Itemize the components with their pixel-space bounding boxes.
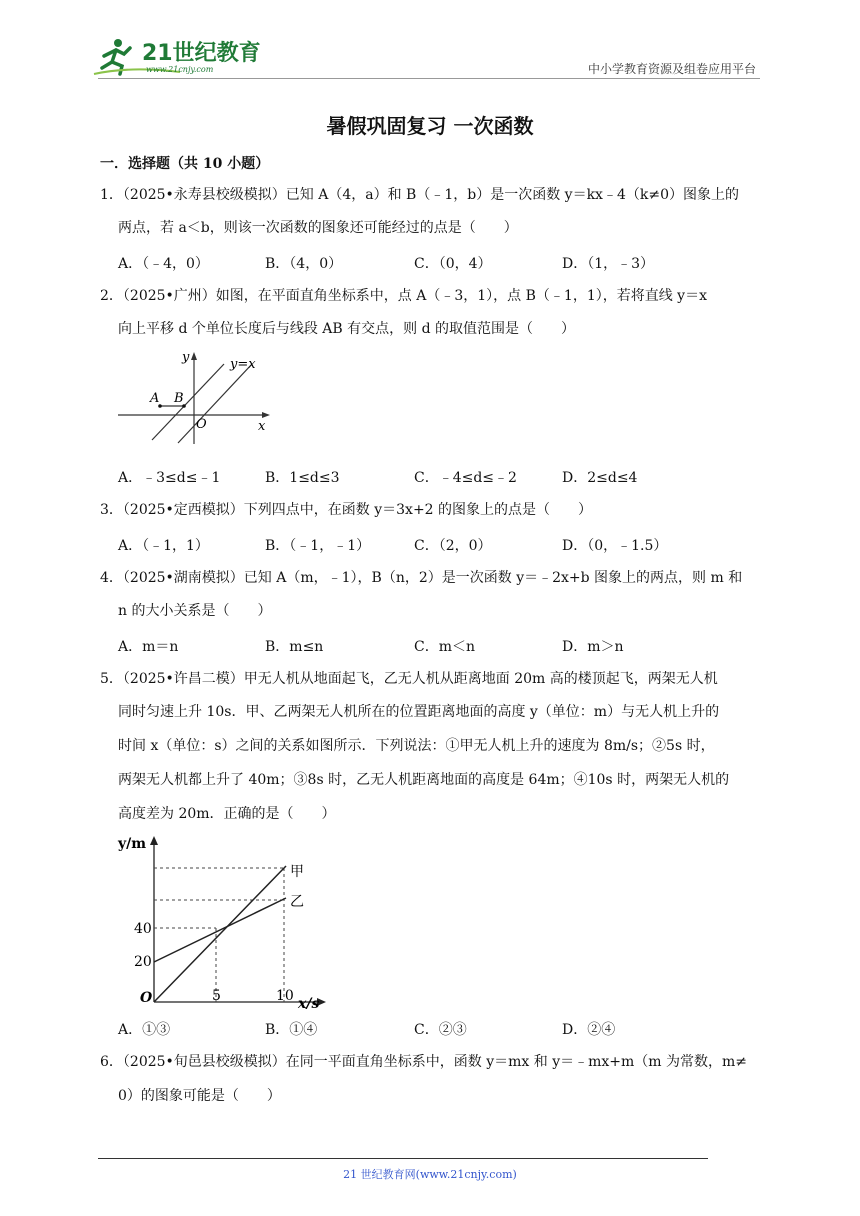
question-5-line-3: 时间 x（单位：s）之间的关系如图所示．下列说法：①甲无人机上升的速度为 8m/s；②5s 时， (118, 738, 715, 754)
question-1-line-2: 两点，若 a＜b，则该一次函数的图象还可能经过的点是（ ） (118, 220, 518, 236)
label-x: x (258, 419, 266, 434)
line-y-eq-x (178, 364, 252, 443)
question-6-line-2: 0）的图象可能是（ ） (118, 1088, 281, 1104)
question-2-option-c: C．﹣4≤d≤﹣2 (414, 470, 517, 486)
question-6-line-1: 6．（2025•旬邑县校级模拟）在同一平面直角坐标系中，函数 y＝mx 和 y＝﹣mx+m（m 为常数，m≠ (100, 1054, 748, 1070)
question-5-option-c: C．②③ (414, 1022, 467, 1038)
question-1-option-c: C．（0，4） (414, 256, 492, 272)
header-divider (98, 78, 760, 79)
question-5-line-4: 两架无人机都上升了 40m；③8s 时，乙无人机距离地面的高度是 64m；④10s 时，两架无人机的 (118, 772, 730, 788)
label-b: B (174, 391, 184, 406)
shifted-line (152, 364, 224, 440)
y-tick-20: 20 (134, 954, 152, 970)
question-1-option-d: D．（1，﹣3） (562, 256, 655, 272)
x-tick-10: 10 (276, 988, 294, 1004)
header-platform-text: 中小学教育资源及组卷应用平台 (587, 62, 756, 76)
question-3-option-a: A．（﹣1，1） (118, 538, 209, 554)
y-axis-arrow-icon (191, 352, 197, 360)
question-3-option-d: D．（0，﹣1.5） (562, 538, 668, 554)
question-5-option-b: B．①④ (265, 1022, 318, 1038)
question-4-line-2: n 的大小关系是（ ） (118, 603, 272, 619)
question-3-option-b: B．（﹣1，﹣1） (265, 538, 371, 554)
label-origin: O (196, 417, 207, 432)
x-tick-5: 5 (212, 988, 221, 1004)
y-axis-label: y/m (118, 836, 147, 852)
question-3-option-c: C．（2，0） (414, 538, 492, 554)
question-2-line-2: 向上平移 d 个单位长度后与线段 AB 有交点，则 d 的取值范围是（ ） (118, 321, 576, 337)
question-4-option-d: D．m＞n (562, 639, 624, 655)
question-4-option-c: C．m＜n (414, 639, 476, 655)
page-title: 暑假巩固复习 一次函数 (326, 114, 534, 138)
site-logo (90, 34, 265, 82)
x-axis-label: x/s (298, 996, 320, 1010)
y-tick-40: 40 (134, 921, 152, 937)
question-2-option-a: A．﹣3≤d≤﹣1 (118, 470, 221, 486)
y-axis-arrow-icon (150, 836, 158, 845)
label-a: A (150, 391, 160, 406)
question-4-option-a: A．m＝n (118, 639, 179, 655)
section-heading: 一．选择题（共 10 小题） (100, 156, 270, 172)
question-5-figure (114, 830, 334, 1014)
question-4-option-b: B．m≤n (265, 639, 324, 655)
footer-divider (98, 1158, 708, 1159)
question-4-line-1: 4．（2025•湖南模拟）已知 A（m，﹣1），B（n，2）是一次函数 y＝﹣2x+b 图象上的两点，则 m 和 (100, 570, 743, 586)
question-5-line-5: 高度差为 20m．正确的是（ ） (118, 806, 336, 822)
label-line: y=x (230, 357, 256, 372)
question-1-line-1: 1．（2025•永寿县校级模拟）已知 A（4，a）和 B（﹣1，b）是一次函数 y＝kx﹣4（k≠0）图象上的 (100, 187, 739, 203)
logo-text: 21世纪教育 (142, 41, 261, 66)
question-5-option-a: A．①③ (118, 1022, 171, 1038)
series-yi-label: 乙 (290, 894, 304, 910)
footer-text[interactable]: 21 世纪教育网(www.21cnjy.com) (343, 1168, 517, 1181)
question-2-figure (116, 348, 276, 452)
series-yi-line (154, 898, 286, 962)
origin-label: O (140, 990, 153, 1006)
x-axis-arrow-icon (262, 412, 270, 418)
series-jia-line (154, 866, 286, 1002)
question-5-option-d: D．②④ (562, 1022, 616, 1038)
logo-subtext: www.21cnjy.com (146, 65, 214, 74)
question-2-line-1: 2．（2025•广州）如图，在平面直角坐标系中，点 A（﹣3，1），点 B（﹣1，1），若将直线 y＝x (100, 288, 707, 304)
label-y: y (182, 350, 190, 365)
question-3-line-1: 3．（2025•定西模拟）下列四点中，在函数 y＝3x+2 的图象上的点是（ ） (100, 502, 593, 518)
question-2-option-d: D．2≤d≤4 (562, 470, 638, 486)
question-1-option-a: A．（﹣4，0） (118, 256, 209, 272)
question-5-line-2: 同时匀速上升 10s．甲、乙两架无人机所在的位置距离地面的高度 y（单位：m）与无人机上升的 (118, 704, 720, 720)
question-2-option-b: B．1≤d≤3 (265, 470, 340, 486)
series-jia-label: 甲 (290, 864, 304, 880)
question-5-line-1: 5．（2025•许昌二模）甲无人机从地面起飞，乙无人机从距离地面 20m 高的楼顶起飞，两架无人机 (100, 671, 718, 687)
question-1-option-b: B．（4，0） (265, 256, 343, 272)
